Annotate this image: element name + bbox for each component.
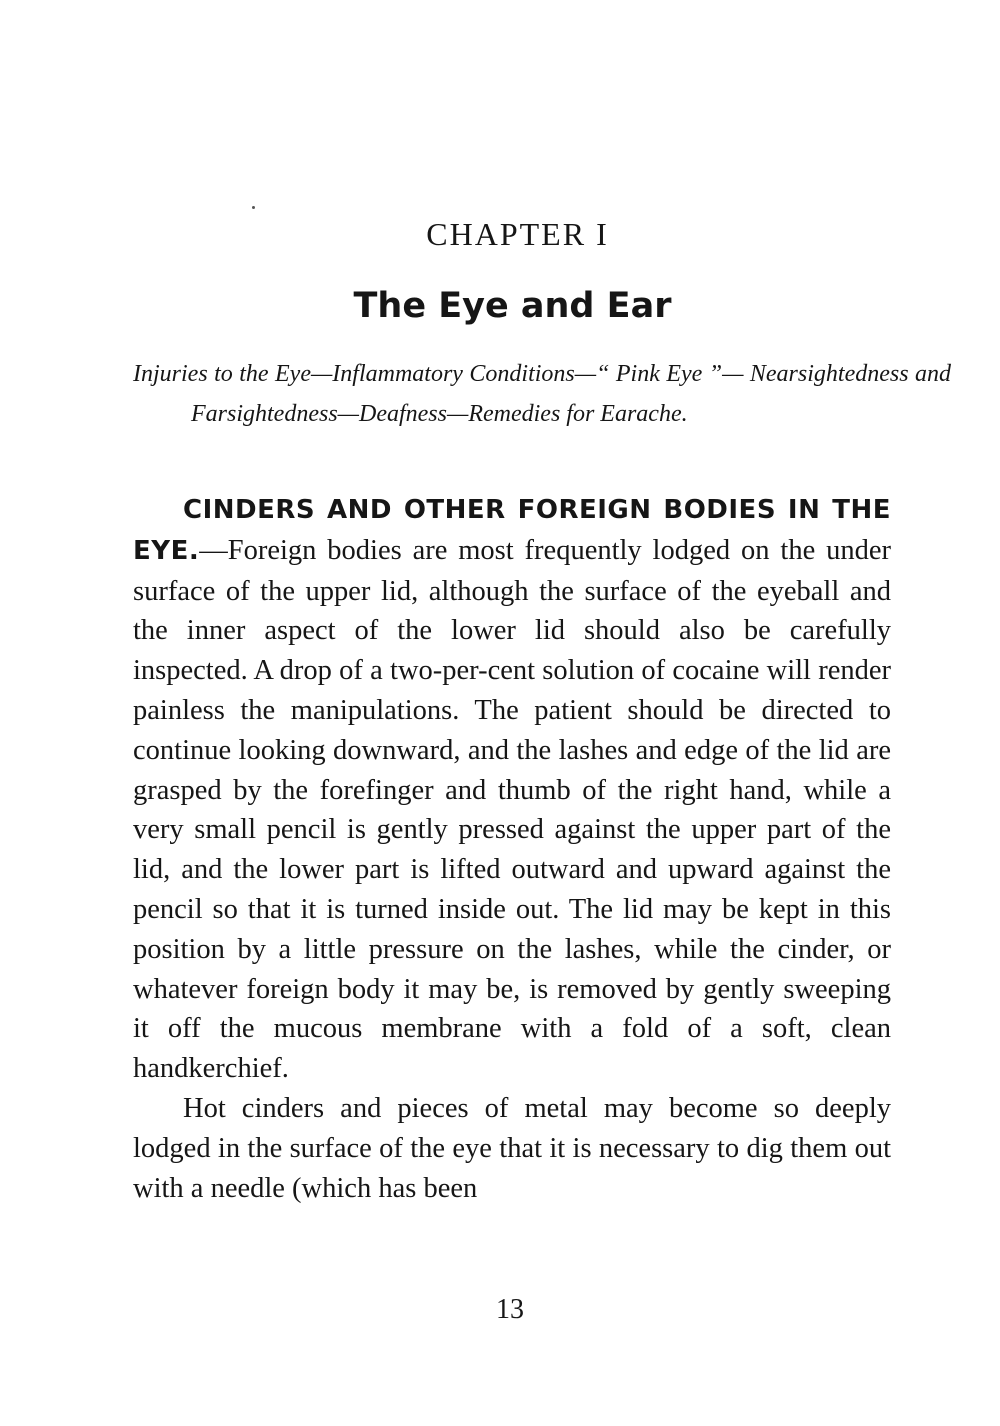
print-speck — [252, 206, 255, 209]
paragraph — [133, 490, 891, 1089]
paragraph-text: —Foreign bodies are most frequently lodged on the under surface of the upper lid, although the surface of the eyeball and the inner aspect of the lower lid should also be carefully inspected. A drop of a two-per-cent solution of cocaine will render painless the manipulations. The patient should be directed to continue looking downward, and the lashes and edge of the lid are grasped by the forefinger and thumb of the right hand, while a very small pencil is gently pressed against the upper part of the lid, and the lower part is lifted outward and upward against the pencil so that it is turned inside out. The lid may be kept in this position by a little pressure on the lashes, while the cinder, or whatever foreign body it may be, is removed by gently sweeping it off the mucous membrane with a fold of a soft, clean handkerchief. — [133, 534, 891, 1085]
page-number: 13 — [496, 1294, 524, 1325]
body-text — [133, 490, 891, 1208]
chapter-label: CHAPTER I — [426, 216, 609, 252]
paragraph: Hot cinders and pieces of metal may become so deeply lodged in the surface of the eye that it is necessary to dig them out with a needle (which has been — [133, 1092, 891, 1204]
chapter-title: The Eye and Ear — [353, 286, 672, 326]
section-heading: CINDERS AND OTHER FOREIGN BODIES IN THE EYE. — [133, 495, 891, 566]
chapter-synopsis: Injuries to the Eye—Inflammatory Conditions—“ Pink Eye ”— Nearsightedness and Farsightedness—Deafness—Remedies for Earache. — [133, 361, 951, 427]
